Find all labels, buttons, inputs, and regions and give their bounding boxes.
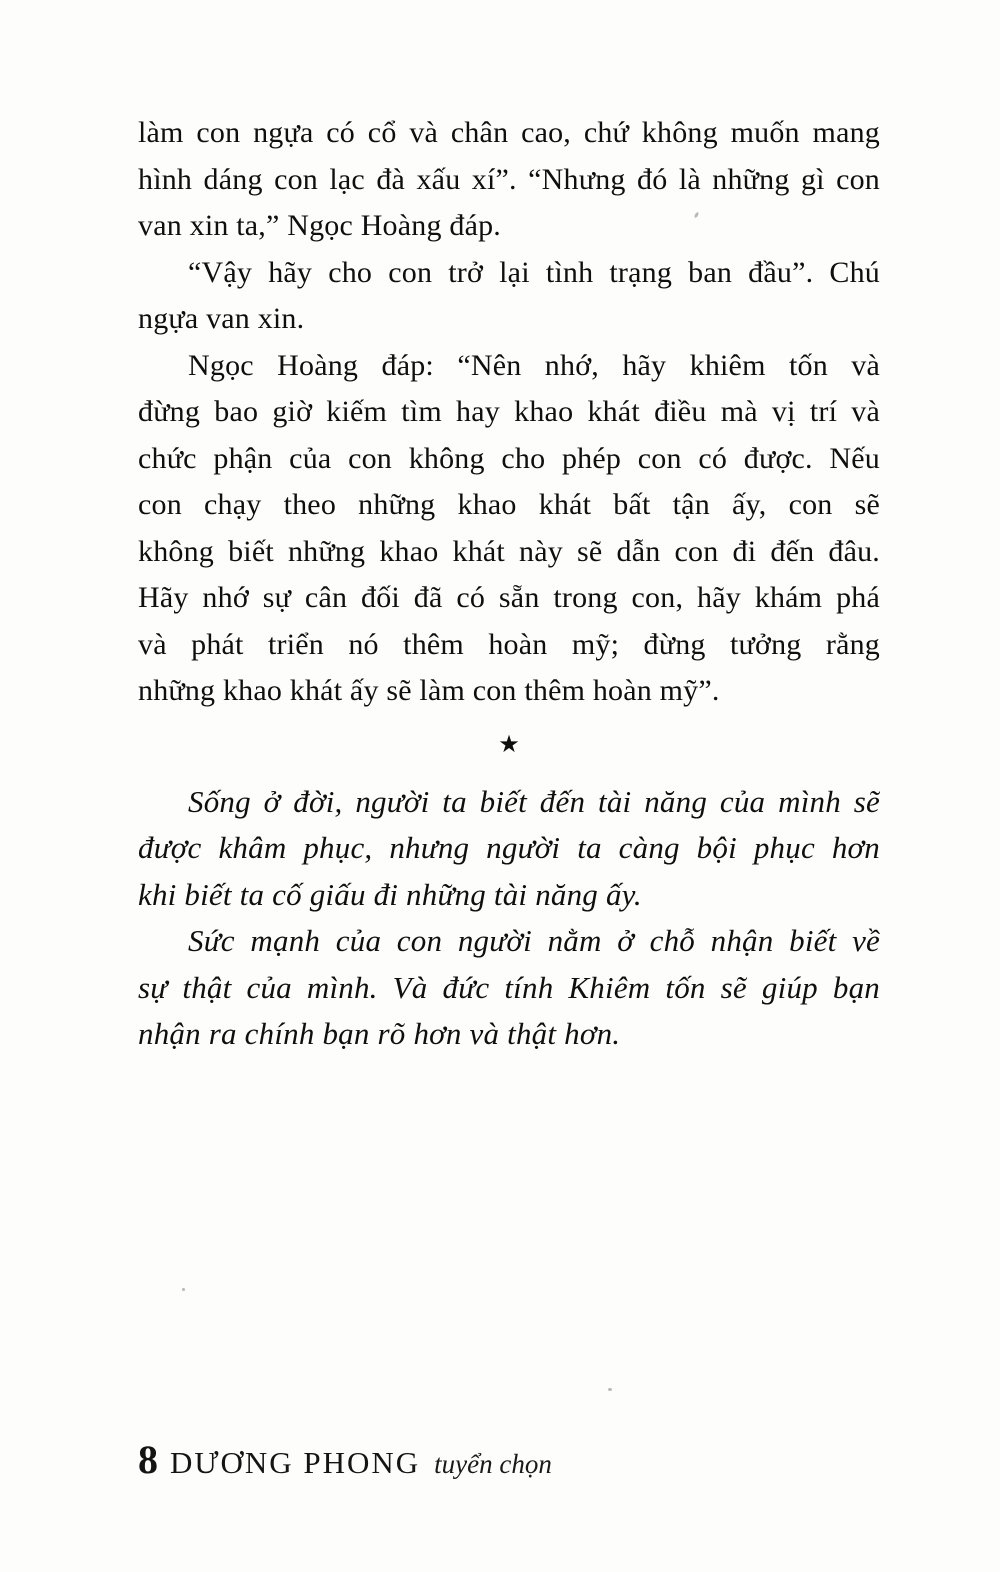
main-text-block (138, 110, 880, 1058)
text-line: nhận ra chính bạn rõ hơn và thật hơn. (138, 1016, 621, 1051)
text-line: được khâm phục, nhưng người ta càng bội phục hơn (138, 830, 880, 865)
text-line: không biết những khao khát này sẽ dẫn con đi đến đâu. (138, 534, 880, 568)
text-line: Sức mạnh của con người nằm ở chỗ nhận biết về (188, 923, 880, 958)
text-line: sự thật của mình. Và đức tính Khiêm tốn sẽ giúp bạn (138, 969, 880, 1005)
page-footer (138, 1436, 880, 1483)
text-line: con chạy theo những khao khát bất tận ấy, con sẽ (138, 488, 880, 521)
text-line: đừng bao giờ kiếm tìm hay khao khát điều mà vị trí và (138, 395, 880, 428)
body-paragraph (138, 343, 880, 715)
page-number: 8 (138, 1437, 158, 1482)
quote-paragraphs (138, 779, 880, 1058)
text-line: hình dáng con lạc đà xấu xí”. “Nhưng đó là những gì con (138, 162, 880, 196)
text-line: “Vậy hãy cho con trở lại tình trạng ban đầu”. Chú (188, 255, 880, 289)
text-line: và phát triển nó thêm hoàn mỹ; đừng tưởng rằng (138, 627, 880, 661)
text-line: Hãy nhớ sự cân đối đã có sẵn trong con, hãy khám phá (138, 581, 880, 614)
collection-tagline: tuyển chọn (434, 1449, 552, 1479)
scan-artifact (182, 1288, 185, 1291)
quote-paragraph (138, 779, 880, 919)
text-line: khi biết ta cố giấu đi những tài năng ấy. (138, 876, 642, 912)
collection-name: DƯƠNG PHONG (170, 1445, 421, 1480)
body-paragraph (138, 250, 880, 343)
section-separator-star: ★ (498, 731, 520, 758)
body-paragraph (138, 110, 880, 250)
text-line: ngựa van xin. (138, 302, 305, 335)
scan-artifact (608, 1388, 612, 1391)
text-line: chức phận của con không cho phép con có được. Nếu (138, 441, 880, 475)
text-line: Ngọc Hoàng đáp: “Nên nhớ, hãy khiêm tốn và (188, 348, 880, 382)
text-line: làm con ngựa có cổ và chân cao, chứ không muốn mang (138, 116, 880, 149)
text-line: những khao khát ấy sẽ làm con thêm hoàn mỹ”. (138, 674, 720, 707)
body-paragraphs (138, 110, 880, 715)
text-line: Sống ở đời, người ta biết đến tài năng của mình sẽ (188, 783, 880, 819)
quote-paragraph (138, 918, 880, 1058)
text-line: van xin ta,” Ngọc Hoàng đáp. (138, 209, 501, 242)
